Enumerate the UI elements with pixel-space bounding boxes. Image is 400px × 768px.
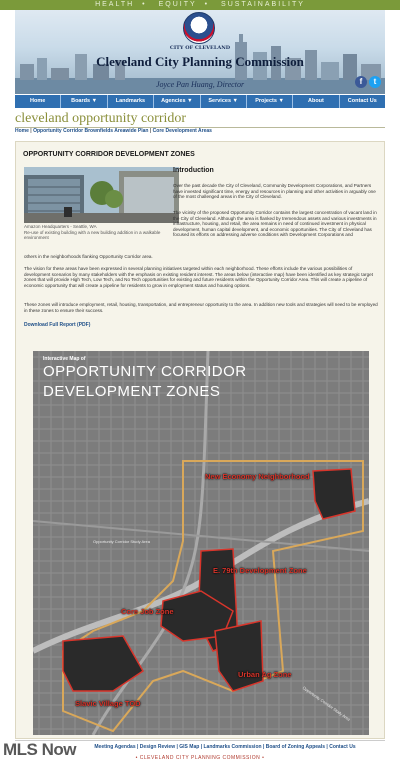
section-brand-title: cleveland opportunity corridor [15,111,187,126]
twitter-icon[interactable]: t [369,76,381,88]
site-title[interactable]: Cleveland City Planning Commission [96,54,304,69]
label-slavic-village-tod[interactable]: Slavic Village TOD [75,699,141,708]
nav-boards[interactable]: Boards ▼ [61,95,107,108]
download-report-link[interactable]: Download Full Report (PDF) [24,322,91,328]
site-header [15,10,385,94]
label-e79th-development-zone[interactable]: E. 79th Development Zone [213,566,307,575]
footer-copyright: • CLEVELAND CITY PLANNING COMMISSION • [135,755,265,761]
map-small-title: Interactive Map of [43,356,86,362]
corridor-label: Opportunity Corridor Study Area [301,685,352,722]
breadcrumb [15,128,212,134]
map-graphic [33,351,369,735]
footer-link-board-of-zoning-appeals[interactable]: Board of Zoning Appeals [265,744,326,750]
map-title-line-1: OPPORTUNITY CORRIDOR [43,363,247,380]
label-core-job-zone[interactable]: Core Job Zone [121,607,174,616]
breadcrumb-core-development-areas[interactable]: Core Development Areas [152,128,212,134]
tagline-sustainability: SUSTAINABILITY [221,1,305,8]
intro-paragraph-2-continued: others in the neighborhoods flanking Opportunity Corridor area. [24,254,153,259]
photo-caption: Amazon Headquarters - Seattle, WA Re-use of existing building with a new building addition in a walkable environment [24,224,161,240]
footer-link-gis-map[interactable]: GIS Map [179,744,200,750]
nav-landmarks[interactable]: Landmarks [108,95,154,108]
content-panel [15,141,385,739]
main-nav [15,95,385,108]
nav-home[interactable]: Home [15,95,61,108]
breadcrumb-separator: | [149,128,152,134]
facebook-icon[interactable]: f [355,76,367,88]
tagline-equity: EQUITY [158,1,197,8]
footer-link-design-review[interactable]: Design Review [139,744,176,750]
map-title-line-2: DEVELOPMENT ZONES [43,383,221,400]
footer-links: Meeting Agendas | Design Review | GIS Map | Landmarks Commission | Board of Zoning Appeals | Contact Us [94,744,356,750]
page-title: OPPORTUNITY CORRIDOR DEVELOPMENT ZONES [23,151,195,158]
amazon-headquarters-photo [24,167,179,223]
nav-contact-us[interactable]: Contact Us [347,98,377,104]
tagline-health: HEALTH [95,1,135,8]
interactive-map[interactable] [33,351,369,735]
zones-paragraph: These zones will introduce employment, retail, housing, transportation, and entrepreneur opportunity to the area. In addition new tools and strategies will need to be employed in these zones to ensure their success. [24,302,378,313]
zone-new-economy-neighborhood[interactable] [313,469,355,519]
nav-about[interactable]: About [293,95,339,108]
label-urban-ag-zone[interactable]: Urban Ag Zone [238,670,292,679]
breadcrumb-separator: | [30,128,32,134]
nav-agencies[interactable]: Agencies ▼ [154,95,200,108]
vision-paragraph: The vision for these areas have been expressed in several planning initiatives targeted within each neighborhood. These efforts include the various possibilities of development scenarios by many stakeholders with the emphasis on existing resident interest. The areas below (interactive map) have been identified as key strategic target zones that will provide High Tech, Low Tech, and No Tech opportunities for existing and future residents within the Opportunity Corridor Area. This will create a pipeline of economic opportunity that will create a pipeline for residents to grow in employment status and housing options. [24,266,373,288]
study-area-label: Opportunity Corridor Study Area [93,539,150,544]
breadcrumb-home[interactable]: Home [15,128,29,134]
breadcrumb-brownfields-plan[interactable]: Opportunity Corridor Brownfields Areawide Plan [33,128,149,134]
mls-now-watermark: MLS Now [3,740,76,759]
nav-projects[interactable]: Projects ▼ [247,95,293,108]
footer-link-meeting-agendas[interactable]: Meeting Agendas [94,744,136,750]
footer-link-contact-us[interactable]: Contact Us [329,744,356,750]
director-name: Joyce Pan Huang, Director [155,80,245,89]
intro-paragraph-2: The vicinity of the proposed Opportunity Corridor contains the largest concentration of vacant land in the City of Cleveland. Although the area is flanked by tremendous assets and various investments in infrastructure, housing, and retail, the area remains in need of continued investment in physical development, human capital development, and economic opportunities. The City of Cleveland has focused its efforts on addressing adverse conditions with Development Corporations and [173,210,377,237]
label-new-economy-neighborhood[interactable]: New Economy Neighborhood [205,472,310,481]
tagline-bar: HEALTH • EQUITY • SUSTAINABILITY [0,0,400,10]
city-seal-logo[interactable] [183,12,215,44]
introduction-heading: Introduction [173,167,214,174]
nav-services[interactable]: Services ▼ [201,95,247,108]
footer-link-landmarks-commission[interactable]: Landmarks Commission [203,744,262,750]
seal-caption: CITY OF CLEVELAND [169,45,231,51]
intro-paragraph-1: Over the past decade the City of Cleveland, Community Development Corporations, and Partners have invested significant time, energy and resources in planning and other activities in arguably one of the most challenged areas in the City of Cleveland. [173,183,376,199]
